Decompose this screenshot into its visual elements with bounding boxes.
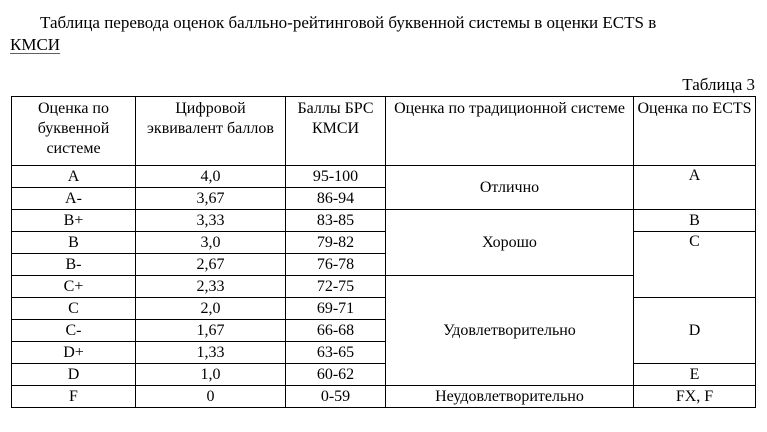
cell-traditional-excellent: Отлично (386, 166, 634, 210)
table-header-row (12, 97, 756, 166)
cell-numeric: 3,0 (136, 232, 286, 254)
table-caption: Таблица 3 (682, 75, 755, 94)
table-row (12, 298, 756, 320)
title-line-2: КМСИ (10, 35, 61, 54)
cell-numeric: 2,67 (136, 254, 286, 276)
cell-letter: D (12, 364, 136, 386)
cell-traditional-good: Хорошо (386, 210, 634, 276)
cell-points: 66-68 (286, 320, 386, 342)
cell-numeric: 1,67 (136, 320, 286, 342)
grade-conversion-table (11, 96, 756, 408)
header-ects-grade: Оценка по ECTS (634, 97, 756, 166)
header-numeric-equivalent: Цифровой эквивалент баллов (136, 97, 286, 166)
cell-letter: C+ (12, 276, 136, 298)
cell-letter: B (12, 232, 136, 254)
document-title (10, 12, 762, 56)
table-row (12, 232, 756, 254)
cell-numeric: 3,33 (136, 210, 286, 232)
table-row (12, 166, 756, 188)
cell-points: 83-85 (286, 210, 386, 232)
cell-ects-b: B (634, 210, 756, 232)
cell-letter: D+ (12, 342, 136, 364)
title-line-1: Таблица перевода оценок балльно-рейтинговой буквенной системы в оценки ECTS в (40, 13, 657, 32)
table-row (12, 210, 756, 232)
cell-points: 79-82 (286, 232, 386, 254)
header-letter-grade: Оценка по буквенной системе (12, 97, 136, 166)
cell-letter: A- (12, 188, 136, 210)
cell-letter: A (12, 166, 136, 188)
cell-numeric: 2,33 (136, 276, 286, 298)
cell-numeric: 1,33 (136, 342, 286, 364)
cell-ects-e: E (634, 364, 756, 386)
cell-numeric: 2,0 (136, 298, 286, 320)
cell-numeric: 0 (136, 386, 286, 408)
cell-ects-fx-f: FX, F (634, 386, 756, 408)
cell-letter: B+ (12, 210, 136, 232)
cell-points: 0-59 (286, 386, 386, 408)
cell-points: 72-75 (286, 276, 386, 298)
cell-numeric: 1,0 (136, 364, 286, 386)
cell-letter: C- (12, 320, 136, 342)
cell-ects-d: D (634, 298, 756, 364)
cell-numeric: 3,67 (136, 188, 286, 210)
cell-points: 63-65 (286, 342, 386, 364)
cell-traditional-satisfactory: Удовлетворительно (386, 276, 634, 386)
cell-letter: F (12, 386, 136, 408)
cell-numeric: 4,0 (136, 166, 286, 188)
cell-points: 95-100 (286, 166, 386, 188)
header-traditional-grade: Оценка по традиционной системе (386, 97, 634, 166)
header-points: Баллы БРС КМСИ (286, 97, 386, 166)
cell-traditional-unsatisfactory: Неудовлетворительно (386, 386, 634, 408)
cell-ects-c: C (634, 232, 756, 298)
table-row (12, 364, 756, 386)
cell-points: 60-62 (286, 364, 386, 386)
cell-points: 69-71 (286, 298, 386, 320)
cell-letter: B- (12, 254, 136, 276)
cell-ects-a: A (634, 166, 756, 210)
cell-points: 86-94 (286, 188, 386, 210)
table-row (12, 386, 756, 408)
cell-points: 76-78 (286, 254, 386, 276)
cell-letter: C (12, 298, 136, 320)
